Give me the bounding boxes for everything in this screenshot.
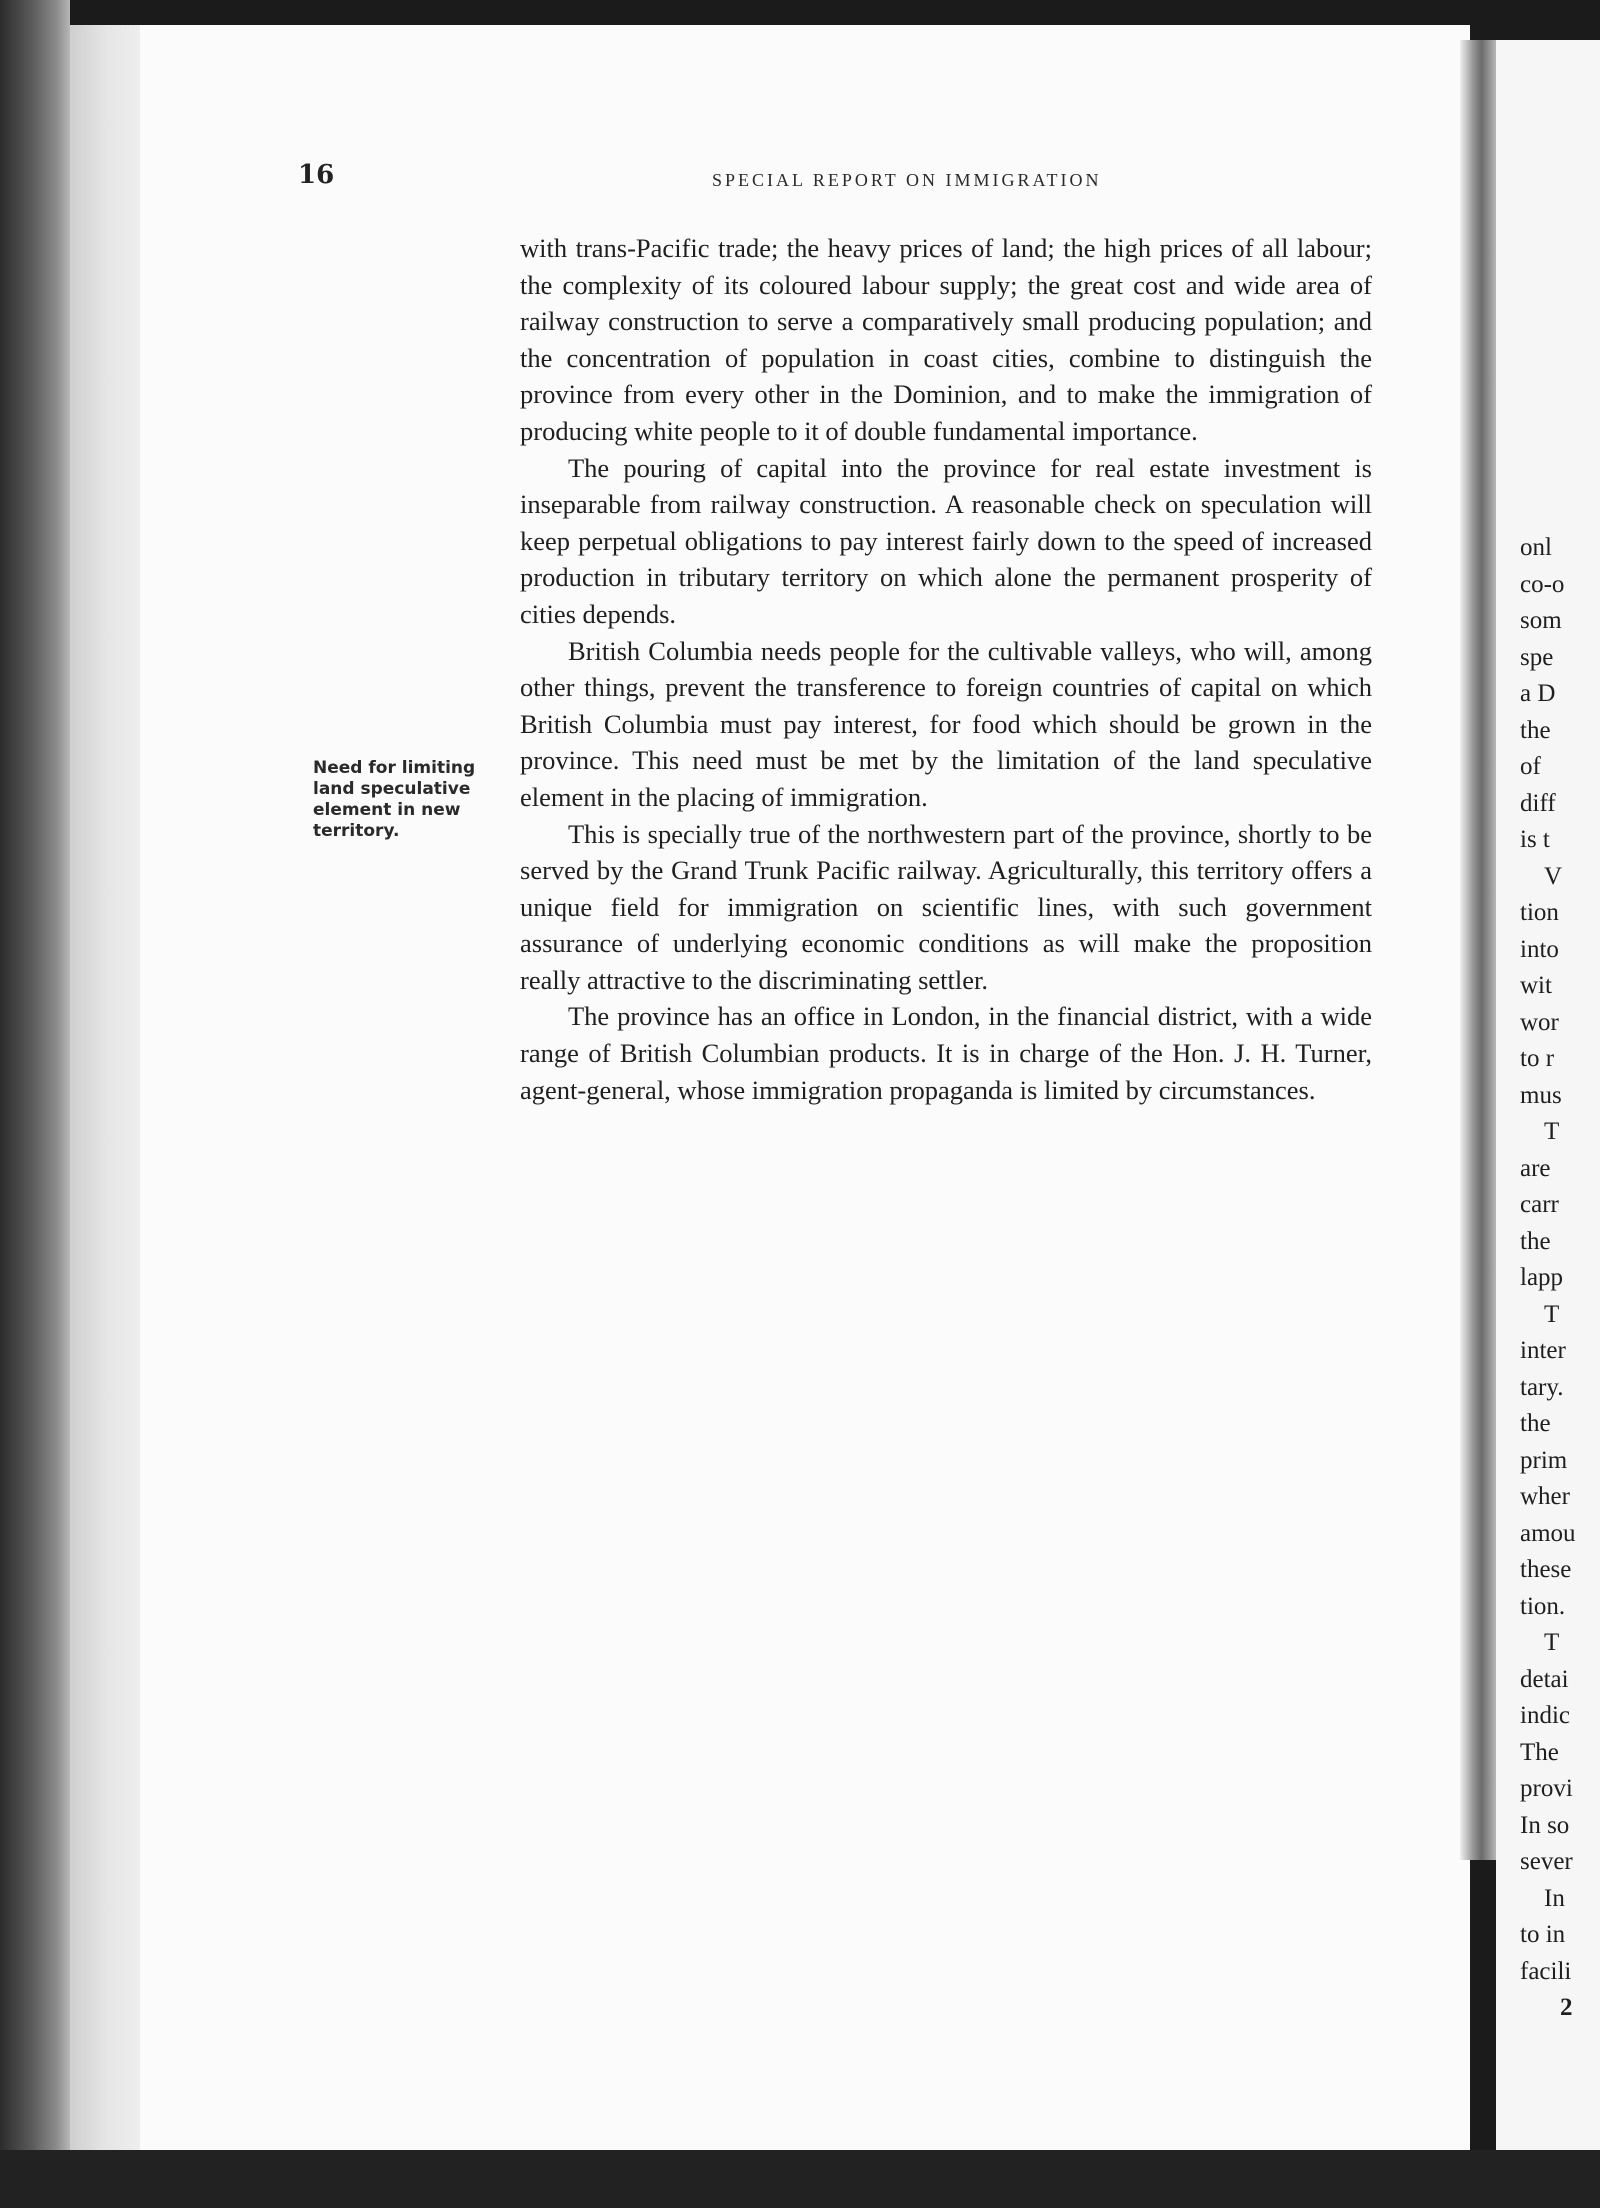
- facing-line: amou: [1520, 1519, 1576, 1547]
- facing-page-text: [1520, 530, 1576, 2027]
- facing-line: wor: [1520, 1008, 1559, 1036]
- facing-line: mus: [1520, 1081, 1562, 1109]
- facing-line: are: [1520, 1154, 1551, 1182]
- facing-line: inter: [1520, 1337, 1566, 1364]
- paragraph: The pouring of capital into the province for real estate investment is inseparable from railway construction. A reasonable check on speculation will keep perpetual obligations to pay interest fairly down to the speed of increased production in tributary territory on which alone the permanent prosperity of cities depends.: [520, 452, 1372, 629]
- facing-line: T: [1544, 1118, 1560, 1145]
- facing-line: to in: [1520, 1921, 1566, 1948]
- facing-line: onl: [1520, 534, 1552, 561]
- facing-line: to r: [1520, 1045, 1555, 1072]
- facing-line: T: [1544, 1300, 1560, 1328]
- facing-line: into: [1520, 935, 1559, 963]
- book-gutter: [1460, 40, 1496, 1860]
- running-head: SPECIAL REPORT ON IMMIGRATION: [712, 170, 1102, 190]
- facing-line: 2: [1560, 1994, 1573, 2021]
- facing-line: The: [1520, 1738, 1559, 1766]
- paragraph: The province has an office in London, in the financial district, with a wide range of British Columbian products. It is in charge of the Hon. J. H. Turner, agent-general, whose immigration propaganda is limited by circumstances.: [520, 1001, 1372, 1105]
- facing-line: T: [1544, 1629, 1560, 1656]
- facing-line: co-o: [1520, 570, 1565, 598]
- facing-line: tion: [1520, 899, 1559, 926]
- facing-line: V: [1544, 862, 1563, 890]
- facing-line: of: [1520, 753, 1541, 780]
- facing-line: som: [1520, 607, 1562, 634]
- facing-line: a D: [1520, 680, 1556, 707]
- facing-line: detai: [1520, 1665, 1569, 1693]
- facing-line: In so: [1520, 1811, 1570, 1839]
- facing-line: In: [1544, 1884, 1565, 1912]
- facing-line: the: [1520, 1410, 1551, 1437]
- facing-line: provi: [1520, 1775, 1573, 1802]
- facing-line: indic: [1520, 1702, 1570, 1729]
- scan-border: [0, 2150, 1600, 2208]
- facing-line: tary.: [1520, 1373, 1564, 1401]
- facing-page: [1496, 40, 1600, 2170]
- facing-line: these: [1520, 1556, 1572, 1583]
- facing-line: lapp: [1520, 1264, 1564, 1291]
- facing-line: facili: [1520, 1957, 1572, 1985]
- facing-line: diff: [1520, 789, 1556, 817]
- paragraph: This is specially true of the northwestern part of the province, shortly to be served by the Grand Trunk Pacific railway. Agriculturally, this territory offers a unique field for immigration on scientific lines, with such government assurance of underlying economic conditions as will make the proposition really attractive to the discriminating settler.: [520, 818, 1372, 995]
- margin-note: Need for limiting land speculative element in new territory.: [313, 758, 476, 841]
- paragraph: with trans-Pacific trade; the heavy prices of land; the high prices of all labour; the complexity of its coloured labour supply; the great cost and wide area of railway construction to serve a comparatively small producing population; and the concentration of population in coast cities, combine to distinguish the province from every other in the Dominion, and to make the immigration of producing white people to it of double fundamental importance.: [520, 233, 1372, 446]
- facing-line: carr: [1520, 1191, 1559, 1218]
- facing-line: tion.: [1520, 1592, 1566, 1620]
- page-number: 16: [298, 160, 335, 190]
- facing-line: is t: [1520, 826, 1550, 853]
- facing-line: the: [1520, 1227, 1551, 1255]
- book-spine: [0, 0, 70, 2208]
- body-text: [520, 230, 1372, 1108]
- facing-line: sever: [1520, 1848, 1573, 1875]
- facing-line: spe: [1520, 643, 1554, 671]
- facing-line: the: [1520, 716, 1551, 744]
- facing-line: wit: [1520, 972, 1552, 999]
- facing-line: prim: [1520, 1446, 1568, 1474]
- facing-line: wher: [1520, 1483, 1570, 1510]
- paragraph: British Columbia needs people for the cultivable valleys, who will, among other things, prevent the transference to foreign countries of capital on which British Columbia must pay interest, for food which should be grown in the province. This need must be met by the limitation of the land speculative element in the placing of immigration.: [520, 635, 1372, 812]
